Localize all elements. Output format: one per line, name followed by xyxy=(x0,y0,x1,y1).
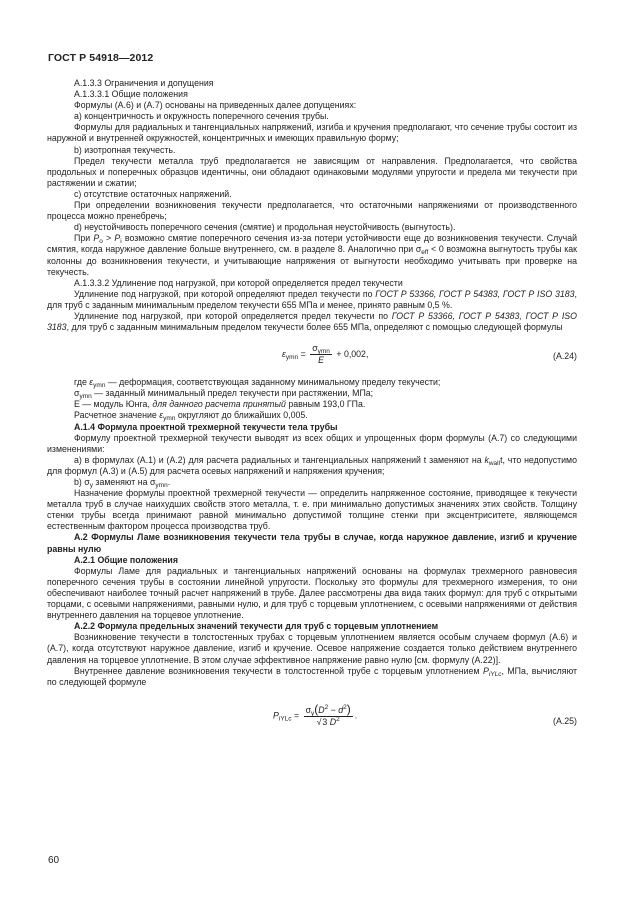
formula-number: (А.25) xyxy=(553,715,577,726)
paragraph: Формулу проектной трехмерной текучести выводят из всех общих и упрощенных форм формулы (А.7) со следующими изменениями: xyxy=(47,432,577,454)
page-number: 60 xyxy=(48,855,60,866)
paragraph: Удлинение под нагрузкой, при которой определяют предел текучести по ГОСТ Р 53366, ГОСТ Р 54383, ГОСТ Р ISO 3183, для труб с заданным минимальным пределом текучести 655 МПа и менее, принято равным 0,5 %. xyxy=(47,288,577,310)
subsection-title: А.1.3.3.1 Общие положения xyxy=(74,89,188,100)
section-heading: А.1.4 Формула проектной трехмерной текучести тела трубы xyxy=(74,421,338,432)
paragraph: Расчетное значение $\varepsilon_{ymn}$ округляют до ближайших 0,005. xyxy=(74,410,308,423)
paragraph: Назначение формулы проектной трехмерной текучести — определить напряженное состояние, приводящее к текучести металла труб в случае наихудших свойств этого металла, т. е. при минимально допустимых значениях этих свойств. Толщину стенки трубы всегда принимают равной минимально допустимой толщине стенки при эксцентриситете, являющемся естественным фактором процесса производства труб. xyxy=(47,488,577,532)
where-clause: $\sigma_{ymn}$ — заданный минимальный предел текучести при растяжении, МПа; xyxy=(74,388,374,401)
section-heading: А.2.1 Общие положения xyxy=(74,554,178,565)
document-header: ГОСТ Р 54918—2012 xyxy=(48,52,154,64)
list-item: b) изотропная текучесть. xyxy=(74,144,176,155)
paragraph: При $P_o > P_i$ возможно смятие поперечного сечения из-за потери устойчивости еще до возникновения текучести. Случай смятия, когда наружное давление больше внутреннего, см. в разделе 8. Аналогично при $\sigma_{eff} < 0$ возможна выгнутость трубы как колонны до возникновения текучести, и учитывающие напряжения от выгнутости необходимо учитывать при проверке на текучесть. xyxy=(47,233,578,277)
section-heading: А.2 Формулы Ламе возникновения текучести тела трубы в случае, когда наружное давление, изгиб и кручение равны нулю xyxy=(47,532,577,554)
formula-a25: $P_{iYLc}$ = $\frac{\sigma_y(D^2 - d^2)}{√3 D^2}$ . (А.25) xyxy=(273,701,577,727)
where-clause: E — модуль Юнга, для данного расчета принятый равным 193,0 ГПа. xyxy=(74,399,366,410)
where-clause: где $\varepsilon_{ymn}$ — деформация, соответствующая заданному минимальному пределу текучести; xyxy=(74,377,441,390)
section-heading: А.2.2 Формула предельных значений текучести для труб с торцевым уплотнением xyxy=(74,621,439,632)
paragraph: Удлинение под нагрузкой, при которой определяется предел текучести по ГОСТ Р 53366, ГОСТ Р 54383, ГОСТ Р ISO 3183, для труб с заданным минимальным пределом текучести более 655 МПа, определяют с помощью следующей формулы xyxy=(47,310,577,333)
paragraph: Формулы Ламе для радиальных и тангенциальных напряжений основаны на формулах трехмерного равновесия поперечного сечения трубы в состоянии линейной упругости. Поскольку это формулы для трехмерного измерения, то они обеспечивают наиболее точный расчет напряжений в трубе. Далее рассмотрены два вида таких формул: для труб с открытыми торцами, с осевыми напряжениями, равными нулю, и для труб с торцевым уплотнением, с осевыми напряжениями от действия внутреннего давления на торцевое уплотнение. xyxy=(47,565,577,621)
paragraph: Формулы (А.6) и (А.7) основаны на приведенных далее допущениях: xyxy=(74,100,357,111)
paragraph: Внутреннее давление возникновения текучести в толстостенной трубе с торцевым уплотнением $P_{iYLc}$, МПа, вычисляют по следующей формуле xyxy=(47,665,578,687)
paragraph: Формулы для радиальных и тангенциальных напряжений, изгиба и кручения предполагают, что сечение трубы состоит из наружной и внутренней окружностей, концентричных и имеющих правильную форму; xyxy=(47,122,577,144)
paragraph: При определении возникновения текучести предполагается, что остаточными напряжениями от производственного процесса можно пренебречь; xyxy=(47,200,577,222)
formula-number: (А.24) xyxy=(553,351,577,362)
formula-a24: $\varepsilon_{ymn}$ = $\frac{\sigma_{ymn}}{E}$ + 0,002, (А.24) xyxy=(282,343,577,366)
document-body xyxy=(47,78,578,754)
paragraph: Возникновение текучести в толстостенных трубах с торцевым уплотнением является особым случаем формул (А.6) и (А.7), когда отсутствуют наружное давление, изгиб и кручение. Осевое напряжение создается только действием внутреннего давления на торцевое уплотнение. В этом случае эффективное напряжение равно нулю [см. формулу (А.22)]. xyxy=(47,632,577,665)
list-item: d) неустойчивость поперечного сечения (смятие) и продольная неустойчивость (выгнутость). xyxy=(74,222,456,233)
list-item: c) отсутствие остаточных напряжений. xyxy=(74,188,232,199)
list-item: a) концентричность и окружность поперечного сечения трубы. xyxy=(74,111,329,122)
list-item: b) $\sigma_y$ заменяют на $\sigma_{ymn}$. xyxy=(74,477,171,489)
subsection-title: А.1.3.3.2 Удлинение под нагрузкой, при которой определяется предел текучести xyxy=(74,277,403,288)
list-item: a) в формулах (А.1) и (А.2) для расчета радиальных и тангенциальных напряжений t заменяют на $k_{wall}t$, что недопустимо для формул (А.3) и (А.5) для расчета осевых напряжений и напряжения кручения; xyxy=(47,454,577,476)
subsection-title: А.1.3.3 Ограничения и допущения xyxy=(74,78,214,88)
paragraph: Предел текучести металла труб предполагается не зависящим от направления. Предполагается, что свойства продольных и поперечных образцов идентичны, они обладают одинаковыми модулями упругости и предела ми текучести при растяжении и сжатии; xyxy=(47,155,577,188)
